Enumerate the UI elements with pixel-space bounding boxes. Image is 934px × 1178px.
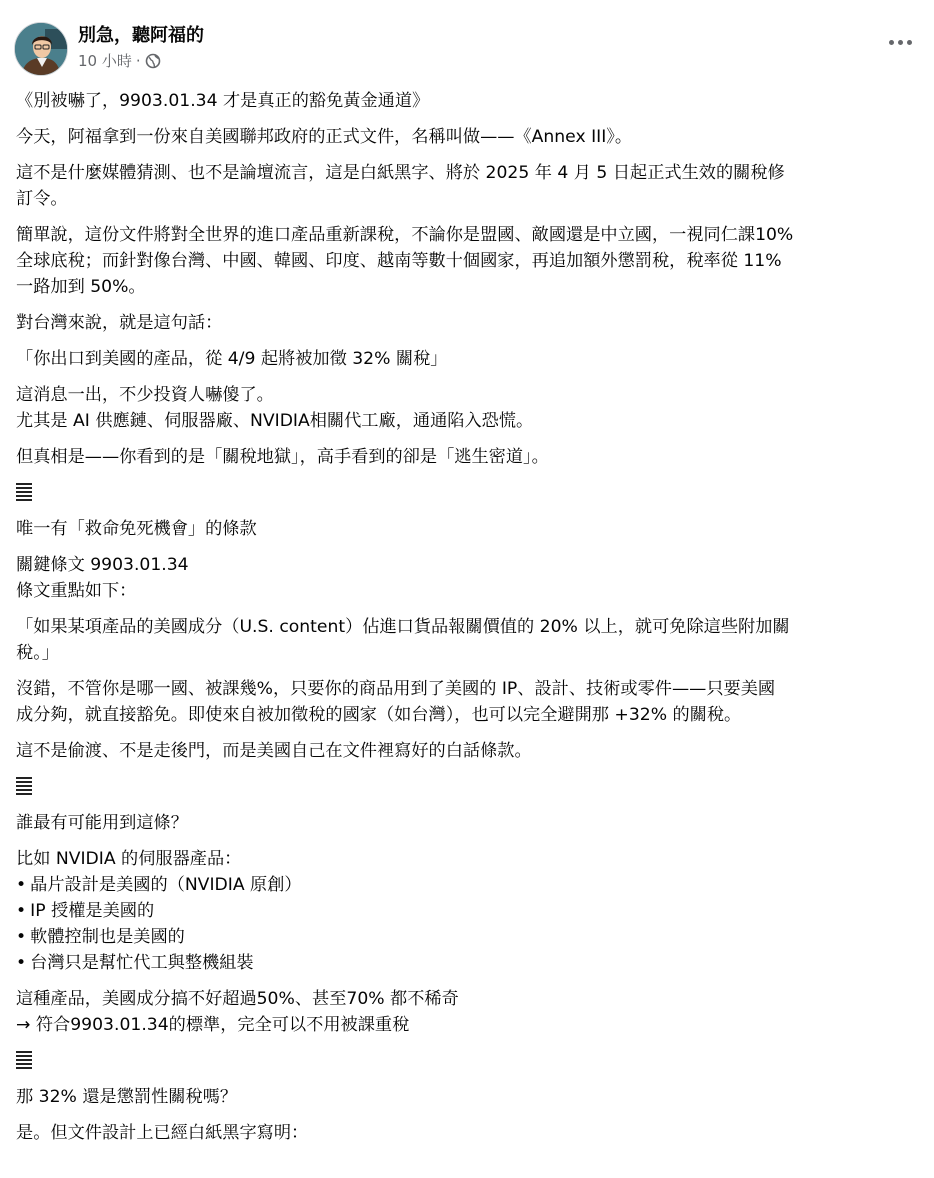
list-item: • 軟體控制也是美國的 (16, 924, 916, 950)
paragraph-cont: → 符合9903.01.34的標準，完全可以不用被課重稅 (16, 1015, 410, 1035)
paragraph-cont: 全球底稅；而針對像台灣、中國、韓國、印度、越南等數十個國家，再追加額外懲罰稅，稅率從 11% (16, 251, 782, 271)
paragraph: 這不是什麼媒體猜測、也不是論壇流言，這是白紙黑字、將於 2025 年 4 月 5 日起正式生效的關稅修 (16, 163, 785, 183)
paragraph-cont: 一路加到 50%。 (16, 277, 146, 297)
paragraph: 比如 NVIDIA 的伺服器產品： (16, 849, 242, 869)
post-header (14, 22, 924, 78)
separator-icon (16, 1051, 32, 1071)
avatar[interactable] (14, 22, 68, 76)
paragraph: 這種產品，美國成分搞不好超過50%、甚至70% 都不稀奇 (16, 989, 459, 1009)
paragraph-cont: 條文重點如下： (16, 581, 137, 601)
separator-icon (16, 483, 32, 503)
section-heading: 那 32% 還是懲罰性關稅嗎？ (16, 1087, 238, 1107)
quote-cont: 稅。」 (16, 643, 59, 663)
paragraph-cont: 尤其是 AI 供應鏈、伺服器廠、NVIDIA相關代工廠，通通陷入恐慌。 (16, 411, 534, 431)
more-options-icon[interactable] (882, 30, 918, 54)
avatar-illustration-icon (15, 23, 68, 76)
paragraph: 關鍵條文 9903.01.34 (16, 555, 189, 575)
paragraph: 這不是偷渡、不是走後門，而是美國自己在文件裡寫好的白話條款。 (16, 741, 532, 761)
post-meta (78, 51, 161, 71)
paragraph: 但真相是——你看到的是「關稅地獄」，高手看到的卻是「逃生密道」。 (16, 447, 549, 467)
list-item: • 台灣只是幫忙代工與整機組裝 (16, 950, 916, 976)
paragraph: 今天，阿福拿到一份來自美國聯邦政府的正式文件，名稱叫做——《Annex III》。 (16, 127, 633, 147)
paragraph: 對台灣來說，就是這句話： (16, 313, 223, 333)
meta-separator: · (135, 52, 141, 70)
paragraph-cont: 成分夠，就直接豁免。即使來自被加徵稅的國家（如台灣），也可以完全避開那 +32% 的關稅。 (16, 705, 742, 725)
quote: 「你出口到美國的產品，從 4/9 起將被加徵 32% 關稅」 (16, 349, 448, 369)
section-heading: 誰最有可能用到這條？ (16, 813, 188, 833)
list-item: • IP 授權是美國的 (16, 898, 916, 924)
quote: 「如果某項產品的美國成分（U.S. content）佔進口貨品報關價值的 20% 以上，就可免除這些附加關 (16, 617, 790, 637)
paragraph: 這消息一出，不少投資人嚇傻了。 (16, 385, 274, 405)
separator-icon (16, 777, 32, 797)
globe-icon[interactable] (145, 53, 161, 69)
post-time[interactable]: 10 小時 (78, 52, 132, 70)
paragraph: 是。但文件設計上已經白紙黑字寫明： (16, 1123, 309, 1143)
list-item: • 晶片設計是美國的（NVIDIA 原創） (16, 872, 916, 898)
section-heading: 唯一有「救命免死機會」的條款 (16, 519, 257, 539)
paragraph-cont: 訂令。 (16, 189, 68, 209)
post-body (16, 88, 916, 1146)
paragraph: 簡單說，這份文件將對全世界的進口產品重新課稅，不論你是盟國、敵國還是中立國，一視同仁課10% (16, 225, 794, 245)
author-name[interactable]: 別急，聽阿福的 (78, 25, 204, 46)
post-title: 《別被嚇了，9903.01.34 才是真正的豁免黃金通道》 (16, 91, 430, 111)
paragraph: 沒錯，不管你是哪一國、被課幾%，只要你的商品用到了美國的 IP、設計、技術或零件——只要美國 (16, 679, 776, 699)
